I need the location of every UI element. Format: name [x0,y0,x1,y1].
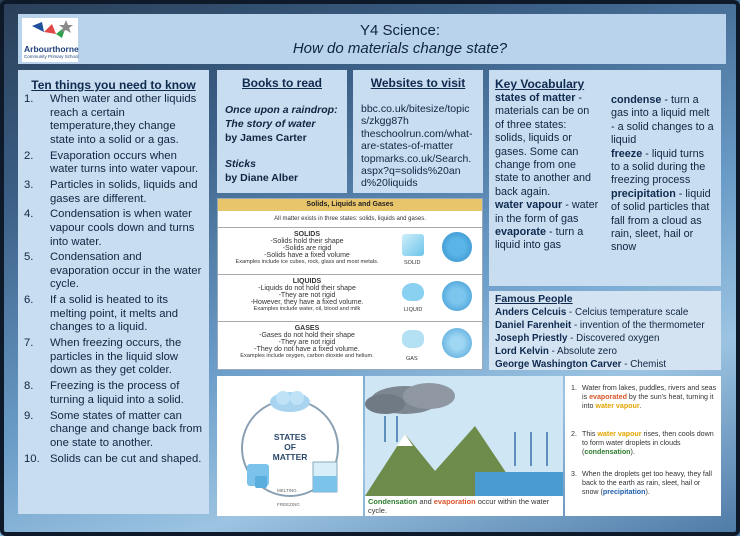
step-2: 2. This water vapour rises, then cools down to form water droplets in clouds (condensation). [571,430,714,456]
item-number: 4. [24,208,34,221]
item-text: Solids can be cut and shaped. [50,452,202,465]
vocab-precipitation: precipitation - liquid of solid particles that fall from a cloud as rain, sleet, hail or snow [611,187,711,254]
cycle-center-label: STATES OF MATTER [272,432,308,462]
item-text: Some states of matter can change and change back from one state to another. [50,409,202,449]
states-table-intro: All matter exists in three states: solids, liquids and gases. [218,211,482,228]
people-panel [489,291,721,370]
books-panel [217,70,347,193]
item-text: When water and other liquids reach a certain temperature,they change state into a solid or a gas. [50,93,197,146]
vocab-freeze: freeze - liquid turns to a solid during the freezing process [611,147,706,187]
ten-things-item [24,294,203,335]
ten-things-item [24,179,203,206]
water-cycle-scene [365,376,563,516]
school-sub: Community Primary School [24,54,79,59]
item-number: 7. [24,337,34,350]
person-farenheit: Daniel Farenheit - invention of the thermometer [495,320,705,331]
solid-particles-icon [442,232,472,262]
website-2-link[interactable]: theschoolrun.com/what-are-states-of-matter [361,127,473,153]
item-text: Condensation and evaporation occur in the water cycle. [50,251,202,291]
water-drop-icon [402,283,424,301]
states-table-title: Solids, Liquids and Gases [218,199,482,211]
item-number: 9. [24,409,34,422]
states-row-liquids: LIQUIDS -Liquids do not hold their shape -They are not rigid -However, they have a fixed volume. Examples include water, oil, blood and milk LIQUID [218,275,482,322]
gas-particles-icon [442,328,472,358]
vocab-col-1 [495,92,600,253]
vocab-panel [489,70,721,286]
cycle-melting-label: MELTING [277,488,297,493]
cycle-freezing-label: FREEZING [277,502,300,507]
ten-things-item [24,93,203,147]
water-cycle-art [365,376,563,516]
ten-things-item [24,453,203,467]
item-text: Particles in solids, liquids and gases are different. [50,178,198,205]
ten-things-heading: Ten things you need to know [31,78,196,92]
school-logo [22,18,78,62]
vocab-evaporate: evaporate - turn a liquid into gas [495,226,584,252]
book-2-title: Sticks [225,158,256,170]
item-text: Condensation is when water vapour cools down and turns into water. [50,208,195,248]
book-1-author: by James Carter [225,132,307,144]
person-carver: George Washington Carver - Chemist [495,359,667,370]
ten-things-item [24,410,203,451]
liquid-particles-icon [442,281,472,311]
book-2-author: by Diane Alber [225,172,299,184]
water-cycle-caption: Condensation and evaporation occur within the water cycle. [368,497,550,515]
item-number: 6. [24,294,34,307]
books-heading: Books to read [241,76,322,90]
item-number: 2. [24,149,34,162]
item-number: 1. [24,93,34,105]
website-3-link[interactable]: topmarks.co.uk/Search.aspx?q=solids%20and%20liquids [361,152,472,190]
vocab-states-of-matter: states of matter - materials can be on of three states: solids, liquids or gases. Some can change from one state to another and back again. [495,92,592,198]
item-number: 10. [24,452,40,465]
states-row-gases: GASES -Gases do not hold their shape -They are not rigid -They do not have a fixed volume. Examples include oxygen, carbon dioxide and helium. GAS [218,322,482,372]
ten-things-panel [18,70,209,514]
ten-things-item [24,337,203,378]
item-text: If a solid is heated to its melting point, it melts and changes to a liquid. [50,294,179,334]
item-text: Evaporation occurs when water turns into water vapour. [50,149,199,176]
ten-things-item [24,208,203,249]
step-3: 3. When the droplets get too heavy, they fall back to the earth as rain, sleet, hail or snow (precipitation). [571,470,712,496]
step-1: 1. Water from lakes, puddles, rivers and seas is evaporated by the sun's heat, turning it into water vapour. [571,384,717,410]
book-1-title: Once upon a raindrop: The story of water [225,104,338,130]
gas-cloud-icon [402,330,424,348]
ten-things-list [24,93,203,466]
vocab-heading: Key Vocabulary [495,77,585,91]
school-name: Arbourthorne [24,44,79,54]
states-row-solids: SOLIDS -Solids hold their shape -Solids are rigid -Solids have a fixed volume Examples include ice cubes, rock, glass and most metals. SOLID [218,228,482,275]
websites-heading: Websites to visit [370,76,466,90]
website-1-link[interactable]: bbc.co.uk/bitesize/topics/zkgg87h [361,103,470,128]
websites-panel [353,70,483,193]
person-kelvin: Lord Kelvin - Absolute zero [495,346,617,357]
ten-things-item [24,150,203,177]
item-text: When freezing occurs, the particles in the liquid slow down as they get colder. [50,337,182,377]
ice-cube-icon [402,234,424,256]
people-heading: Famous People [495,293,573,305]
vocab-condense: condense - turn a gas into a liquid melt - a solid changes to a liquid [611,94,714,147]
vocab-col-2 [611,94,716,255]
states-table [217,198,483,370]
states-cycle-diagram [217,376,363,516]
item-number: 3. [24,178,34,191]
ten-things-item [24,251,203,292]
person-celcius: Anders Celcuis - Celcius temperature scale [495,307,689,318]
item-text: Freezing is the process of turning a liquid into a solid. [50,380,184,406]
item-number: 8. [24,380,34,393]
vocab-water-vapour: water vapour - water in the form of gas [495,199,599,225]
person-priestly: Joseph Priestly - Discovered oxygen [495,333,660,344]
ten-things-item [24,380,203,407]
page-subtitle: How do materials change state? [292,40,508,57]
water-cycle-steps [565,376,721,516]
item-number: 5. [24,251,34,264]
page-title: Y4 Science: [359,22,441,39]
